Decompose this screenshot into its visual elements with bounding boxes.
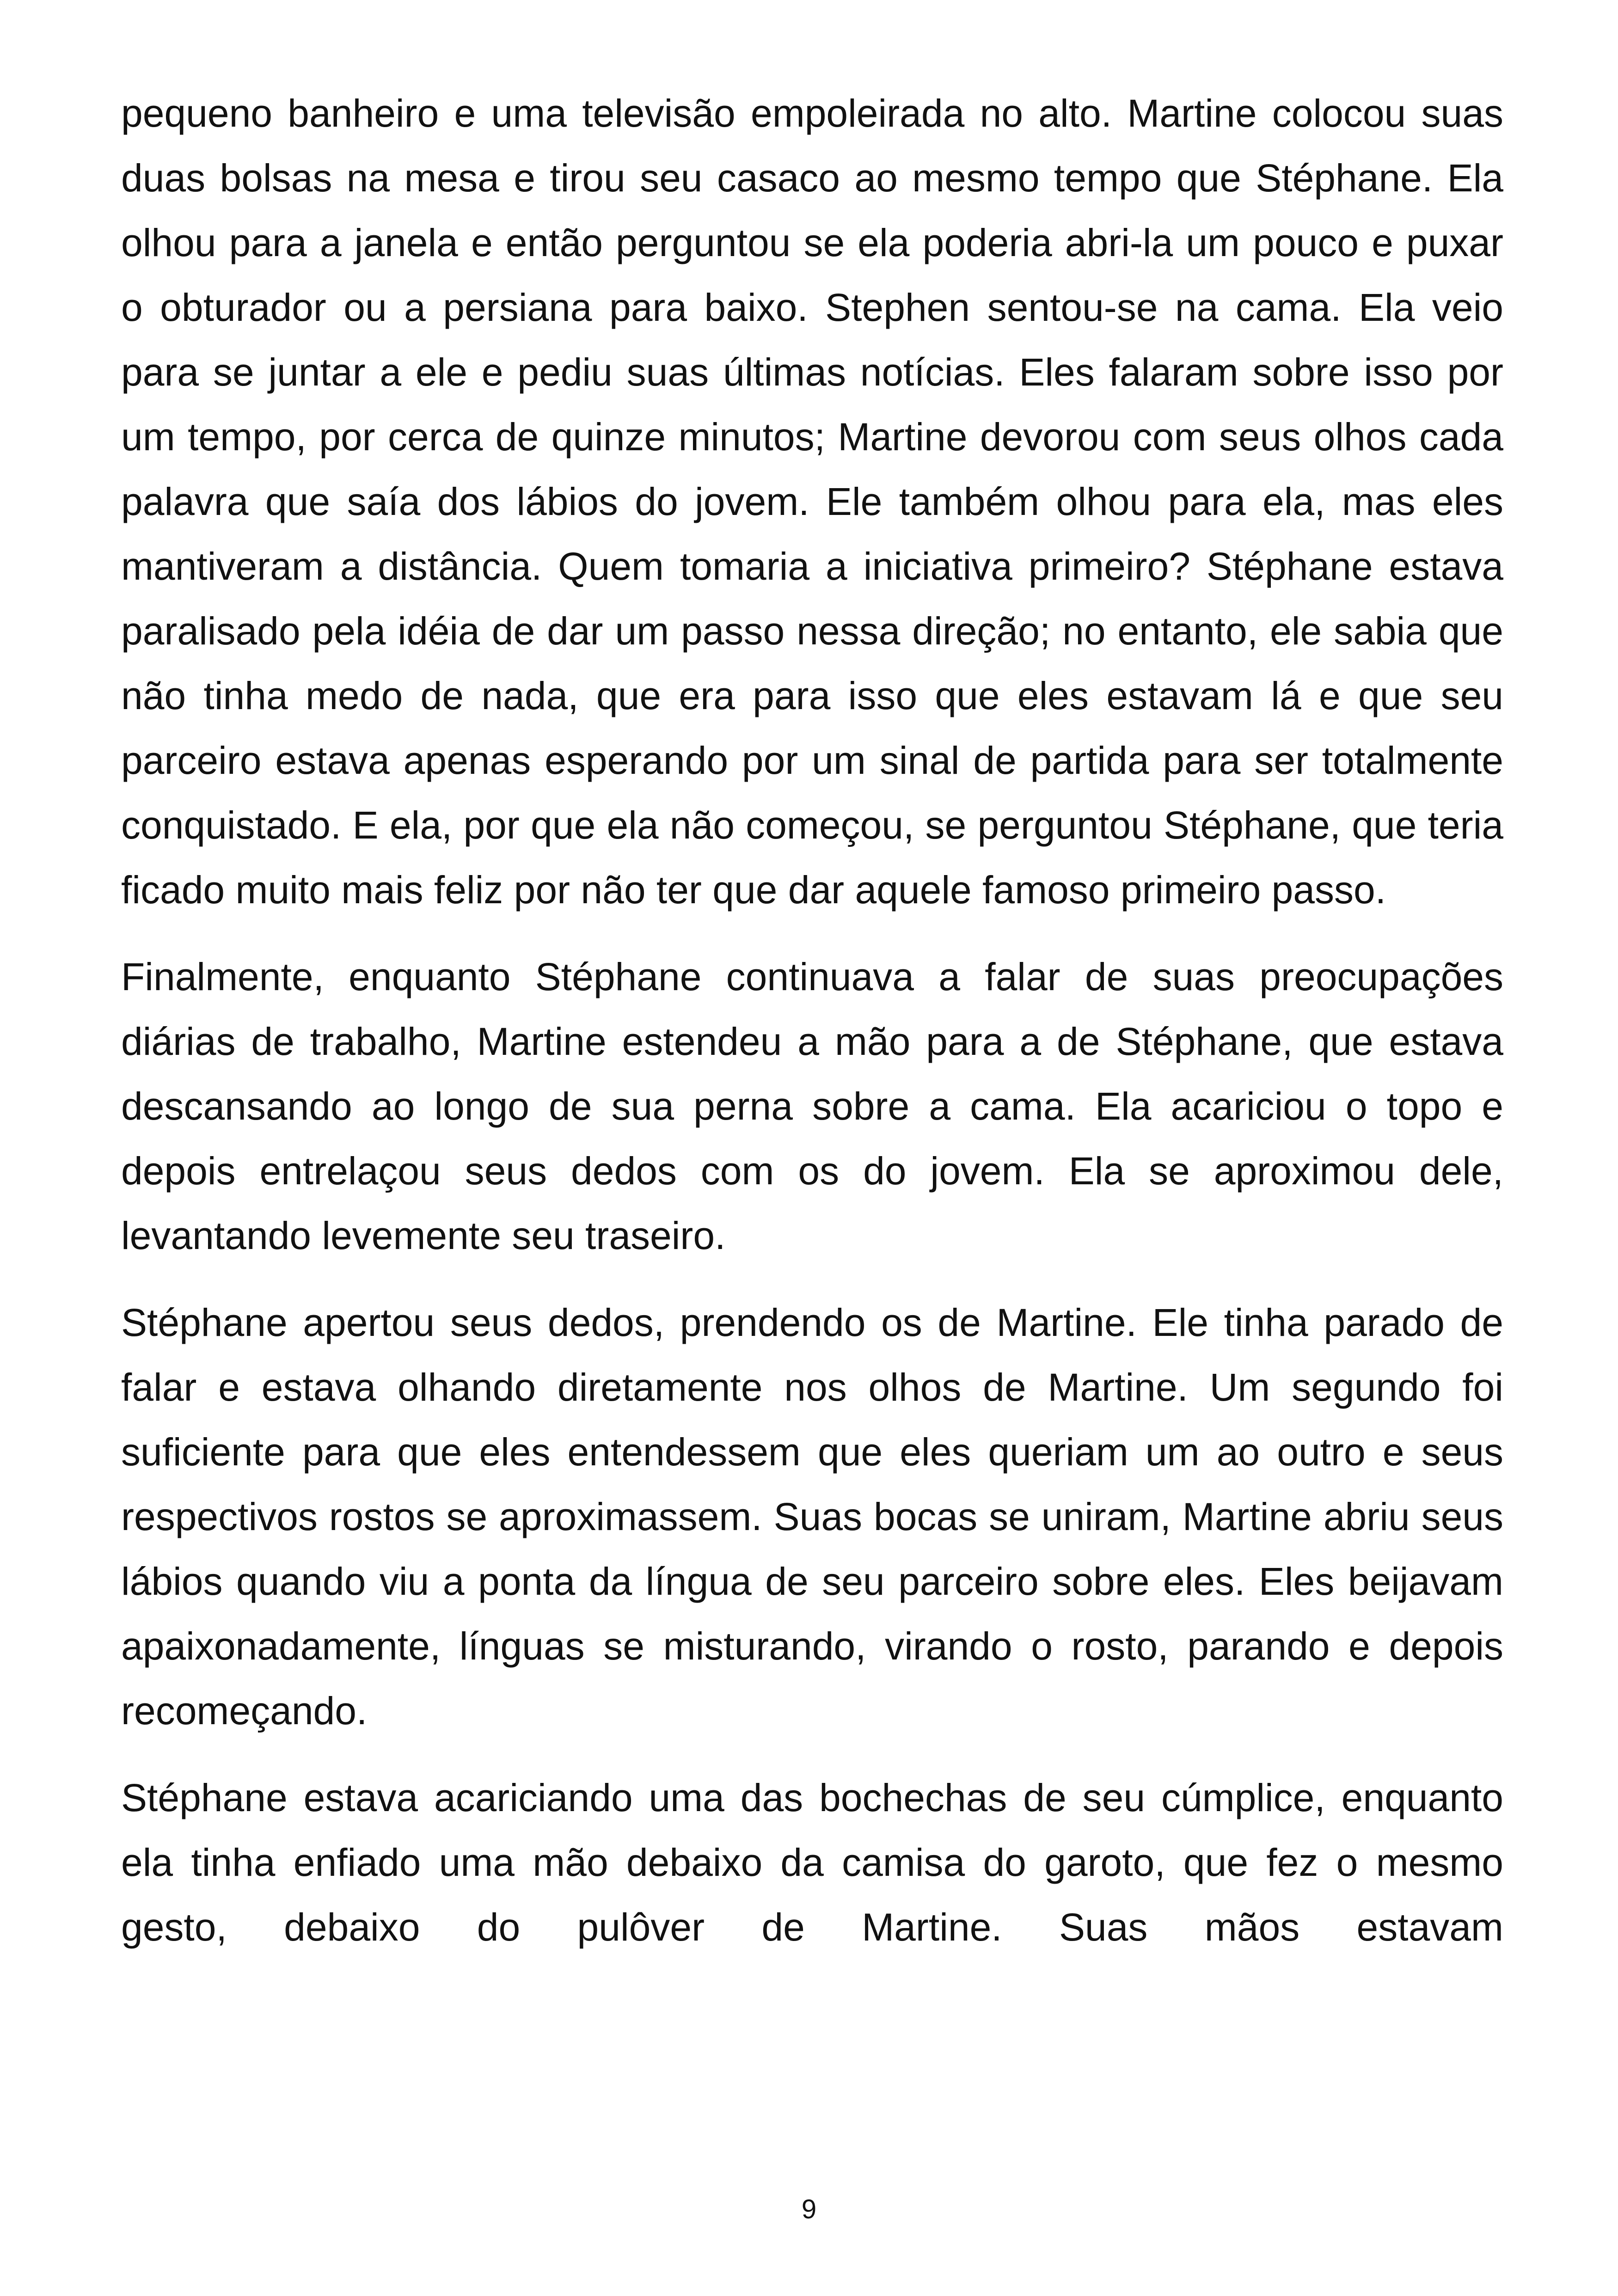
paragraph-4: Stéphane estava acariciando uma das bochechas de seu cúmplice, enquanto ela tinha enfiado uma mão debaixo da camisa do garoto, que fez o mesmo gesto, debaixo do pulôver de Martine. Suas mãos estavam [121, 1776, 1503, 1949]
body-text [121, 81, 1503, 1959]
paragraph-3: Stéphane apertou seus dedos, prendendo os de Martine. Ele tinha parado de falar e estava olhando diretamente nos olhos de Martine. Um segundo foi suficiente para que eles entendessem que eles queriam um ao outro e seus respectivos rostos se aproximassem. Suas bocas se uniram, Martine abriu seus lábios quando viu a ponta da língua de seu parceiro sobre eles. Eles beijavam apaixonadamente, línguas se misturando, virando o rosto, parando e depois recomeçando. [121, 1301, 1503, 1733]
page-number: 9 [801, 2194, 817, 2224]
paragraph-2: Finalmente, enquanto Stéphane continuava a falar de suas preocupações diárias de trabalho, Martine estendeu a mão para a de Stéphane, que estava descansando ao longo de sua perna sobre a cama. Ela acariciou o topo e depois entrelaçou seus dedos com os do jovem. Ela se aproximou dele, levantando levemente seu traseiro. [121, 955, 1503, 1257]
paragraph-1: pequeno banheiro e uma televisão empoleirada no alto. Martine colocou suas duas bolsas na mesa e tirou seu casaco ao mesmo tempo que Stéphane. Ela olhou para a janela e então perguntou se ela poderia abri-la um pouco e puxar o obturador ou a persiana para baixo. Stephen sentou-se na cama. Ela veio para se juntar a ele e pediu suas últimas notícias. Eles falaram sobre isso por um tempo, por cerca de quinze minutos; Martine devorou com seus olhos cada palavra que saía dos lábios do jovem. Ele também olhou para ela, mas eles mantiveram a distância. Quem tomaria a iniciativa primeiro? Stéphane estava paralisado pela idéia de dar um passo nessa direção; no entanto, ele sabia que não tinha medo de nada, que era para isso que eles estavam lá e que seu parceiro estava apenas esperando por um sinal de partida para ser totalmente conquistado. E ela, por que ela não começou, se perguntou Stéphane, que teria ficado muito mais feliz por não ter que dar aquele famoso primeiro passo. [121, 92, 1503, 912]
